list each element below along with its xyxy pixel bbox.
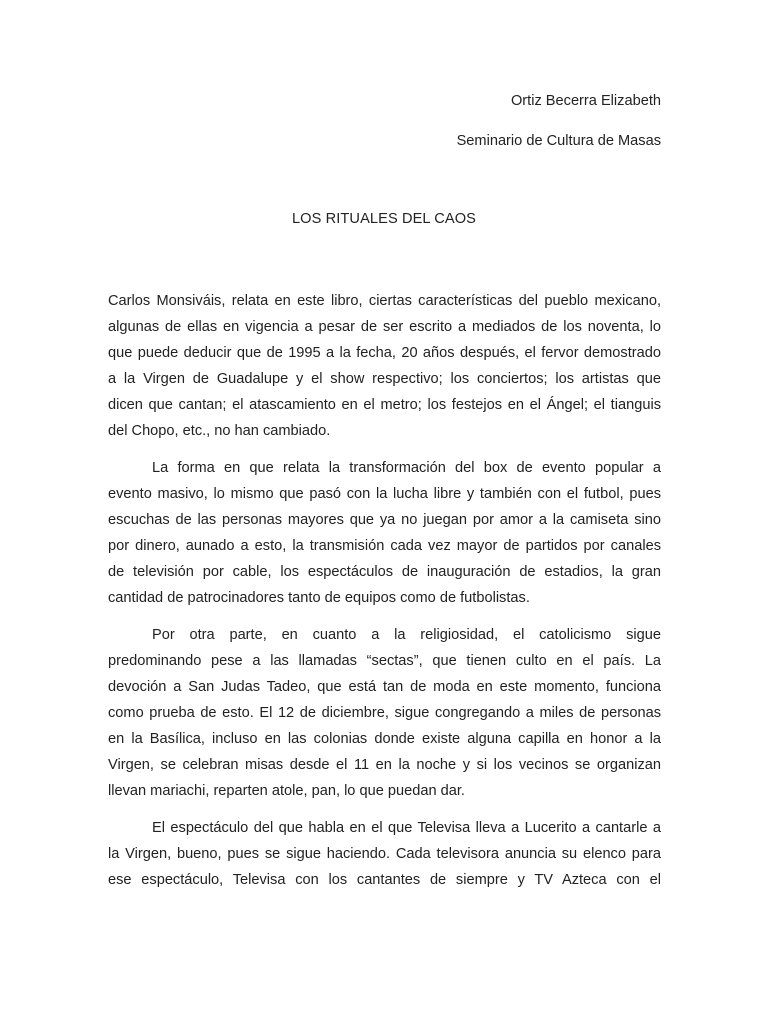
paragraph-line: algunas de ellas en vigencia a pesar de ser escrito a mediados de los noventa, lo bbox=[108, 319, 661, 335]
paragraph-line: como prueba de esto. El 12 de diciembre, sigue congregando a miles de personas bbox=[108, 705, 661, 721]
document-title: LOS RITUALES DEL CAOS bbox=[291, 211, 477, 227]
paragraph-line: Carlos Monsiváis, relata en este libro, ciertas características del pueblo mexicano, bbox=[108, 293, 661, 309]
paragraph-line: predominando pese a las llamadas “sectas”, que tienen culto en el país. La bbox=[108, 653, 661, 669]
paragraph-line: a la Virgen de Guadalupe y el show respectivo; los conciertos; los artistas que bbox=[108, 371, 661, 387]
document-body bbox=[108, 288, 661, 904]
paragraph-line: del Chopo, etc., no han cambiado. bbox=[108, 423, 331, 439]
paragraph-line: llevan mariachi, reparten atole, pan, lo que puedan dar. bbox=[108, 783, 465, 799]
paragraph-line: la Virgen, bueno, pues se sigue haciendo. Cada televisora anuncia su elenco para bbox=[108, 846, 661, 862]
paragraph-line: La forma en que relata la transformación del box de evento popular a bbox=[152, 460, 661, 476]
paragraph bbox=[108, 815, 661, 893]
paragraph-line: que puede deducir que de 1995 a la fecha, 20 años después, el fervor demostrado bbox=[108, 345, 661, 361]
paragraph-line: cantidad de patrocinadores tanto de equipos como de futbolistas. bbox=[108, 590, 530, 606]
paragraph-line: devoción a San Judas Tadeo, que está tan de moda en este momento, funciona bbox=[108, 679, 661, 695]
paragraph-line: dicen que cantan; el atascamiento en el metro; los festejos en el Ángel; el tianguis bbox=[108, 397, 661, 413]
paragraph-line: de televisión por cable, los espectáculos de inauguración de estadios, la gran bbox=[108, 564, 661, 580]
paragraph-line: ese espectáculo, Televisa con los cantantes de siempre y TV Azteca con el bbox=[108, 872, 661, 888]
paragraph bbox=[108, 288, 661, 444]
paragraph bbox=[108, 622, 661, 804]
paragraph-line: escuchas de las personas mayores que ya no juegan por amor a la camiseta sino bbox=[108, 512, 661, 528]
paragraph-line: por dinero, aunado a esto, la transmisión cada vez mayor de partidos por canales bbox=[108, 538, 661, 554]
paragraph-line: Virgen, se celebran misas desde el 11 en la noche y si los vecinos se organizan bbox=[108, 757, 661, 773]
paragraph bbox=[108, 455, 661, 611]
paragraph-line: El espectáculo del que habla en el que Televisa lleva a Lucerito a cantarle a bbox=[152, 820, 661, 836]
course-name: Seminario de Cultura de Masas bbox=[456, 133, 661, 149]
paragraph-line: en la Basílica, incluso en las colonias donde existe alguna capilla en honor a la bbox=[108, 731, 661, 747]
author-name: Ortiz Becerra Elizabeth bbox=[510, 93, 661, 109]
paragraph-line: Por otra parte, en cuanto a la religiosidad, el catolicismo sigue bbox=[152, 627, 661, 643]
paragraph-line: evento masivo, lo mismo que pasó con la lucha libre y también con el futbol, pues bbox=[108, 486, 661, 502]
